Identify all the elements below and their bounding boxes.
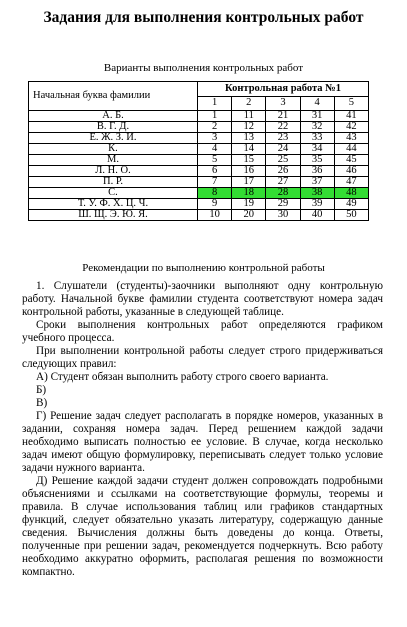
paragraph: Б) — [36, 384, 47, 396]
task-number-cell: 5 — [198, 155, 232, 166]
task-number-cell: 10 — [198, 210, 232, 221]
letters-cell: К. — [29, 144, 198, 155]
task-number-cell: 15 — [232, 155, 266, 166]
letters-cell: С. — [29, 188, 198, 199]
task-number-cell: 6 — [198, 166, 232, 177]
task-number-cell: 30 — [266, 210, 300, 221]
task-number-cell: 13 — [232, 133, 266, 144]
column-number: 1 — [198, 96, 232, 111]
task-number-cell: 14 — [232, 144, 266, 155]
task-number-cell: 26 — [266, 166, 300, 177]
recommendations-body — [22, 280, 383, 579]
column-number: 3 — [266, 96, 300, 111]
paragraph: 1. Слушатели (студенты)-заочники выполняют одну контрольную работу. Начальной букве фамилии студента соответствуют номера задач контрольной работы, указанные в следующей таблице. — [22, 280, 383, 318]
task-number-cell: 23 — [266, 133, 300, 144]
column-number: 5 — [334, 96, 368, 111]
column-number: 2 — [232, 96, 266, 111]
table-row — [29, 188, 369, 199]
task-number-cell: 32 — [300, 122, 334, 133]
task-number-cell: 39 — [300, 199, 334, 210]
task-number-cell: 47 — [334, 177, 368, 188]
task-number-cell: 18 — [232, 188, 266, 199]
task-number-cell: 12 — [232, 122, 266, 133]
task-number-cell: 35 — [300, 155, 334, 166]
task-number-cell: 48 — [334, 188, 368, 199]
task-number-cell: 44 — [334, 144, 368, 155]
task-number-cell: 36 — [300, 166, 334, 177]
task-number-cell: 8 — [198, 188, 232, 199]
task-number-cell: 17 — [232, 177, 266, 188]
table-row — [29, 210, 369, 221]
page-title: Задания для выполнения контрольных работ — [43, 9, 364, 26]
task-number-cell: 7 — [198, 177, 232, 188]
task-number-cell: 49 — [334, 199, 368, 210]
task-number-cell: 29 — [266, 199, 300, 210]
control-work-header: Контрольная работа №1 — [198, 82, 369, 97]
paragraph: А) Студент обязан выполнить работу строго своего варианта. — [36, 371, 329, 383]
task-number-cell: 37 — [300, 177, 334, 188]
variants-table — [28, 81, 369, 221]
task-number-cell: 45 — [334, 155, 368, 166]
table-caption: Варианты выполнения контрольных работ — [103, 62, 304, 74]
column-number: 4 — [300, 96, 334, 111]
letters-cell: Е. Ж. З. И. — [29, 133, 198, 144]
paragraph: В) — [36, 397, 48, 409]
letters-cell: Л. Н. О. — [29, 166, 198, 177]
table-row — [29, 144, 369, 155]
task-number-cell: 41 — [334, 111, 368, 122]
task-number-cell: 2 — [198, 122, 232, 133]
paragraph: Сроки выполнения контрольных работ определяются графиком учебного процесса. — [22, 319, 383, 344]
task-number-cell: 27 — [266, 177, 300, 188]
paragraph: Г) Решение задач следует располагать в порядке номеров, указанных в задании, сохраняя номера задач. Перед решением каждой задачи необходимо выписать полностью ее условие. В случае, когда несколько задач имеют общую формулировку, переписывать следует только условие задачи нужного варианта. — [22, 410, 383, 474]
task-number-cell: 38 — [300, 188, 334, 199]
task-number-cell: 50 — [334, 210, 368, 221]
paragraph: Д) Решение каждой задачи студент должен сопровождать подробными объяснениями и ссылками на соответствующие формулы, теоремы и правила. В случае использования таблиц или графиков стандартных функций, следует обязательно указать литературу, содержащую данные сведения. Вычисления должны быть доведены до конца. Ответы, полученные при решении задач, рекомендуется подчеркнуть. Всю работу необходимо аккуратно оформить, располагая решения по возможности компактно. — [22, 475, 383, 578]
task-number-cell: 43 — [334, 133, 368, 144]
task-number-cell: 33 — [300, 133, 334, 144]
task-number-cell: 31 — [300, 111, 334, 122]
table-header-row — [29, 82, 369, 97]
table-row — [29, 177, 369, 188]
table-row — [29, 166, 369, 177]
task-number-cell: 9 — [198, 199, 232, 210]
task-number-cell: 3 — [198, 133, 232, 144]
task-number-cell: 34 — [300, 144, 334, 155]
letters-cell: П. Р. — [29, 177, 198, 188]
letters-cell: Ш. Щ. Э. Ю. Я. — [29, 210, 198, 221]
task-number-cell: 20 — [232, 210, 266, 221]
table-row — [29, 122, 369, 133]
task-number-cell: 25 — [266, 155, 300, 166]
task-number-cell: 1 — [198, 111, 232, 122]
paragraph: При выполнении контрольной работы следует строго придерживаться следующих правил: — [22, 345, 383, 370]
letter-column-header: Начальная буква фамилии — [29, 82, 198, 111]
recommendations-title: Рекомендации по выполнению контрольной работы — [82, 262, 325, 274]
letters-cell: А. Б. — [29, 111, 198, 122]
table-row — [29, 199, 369, 210]
letters-cell: М. — [29, 155, 198, 166]
table-row — [29, 155, 369, 166]
task-number-cell: 28 — [266, 188, 300, 199]
task-number-cell: 4 — [198, 144, 232, 155]
task-number-cell: 24 — [266, 144, 300, 155]
table-row — [29, 111, 369, 122]
task-number-cell: 21 — [266, 111, 300, 122]
task-number-cell: 46 — [334, 166, 368, 177]
task-number-cell: 40 — [300, 210, 334, 221]
task-number-cell: 11 — [232, 111, 266, 122]
letters-cell: Т. У. Ф. Х. Ц. Ч. — [29, 199, 198, 210]
task-number-cell: 42 — [334, 122, 368, 133]
letters-cell: В. Г. Д. — [29, 122, 198, 133]
task-number-cell: 19 — [232, 199, 266, 210]
task-number-cell: 16 — [232, 166, 266, 177]
task-number-cell: 22 — [266, 122, 300, 133]
table-row — [29, 133, 369, 144]
